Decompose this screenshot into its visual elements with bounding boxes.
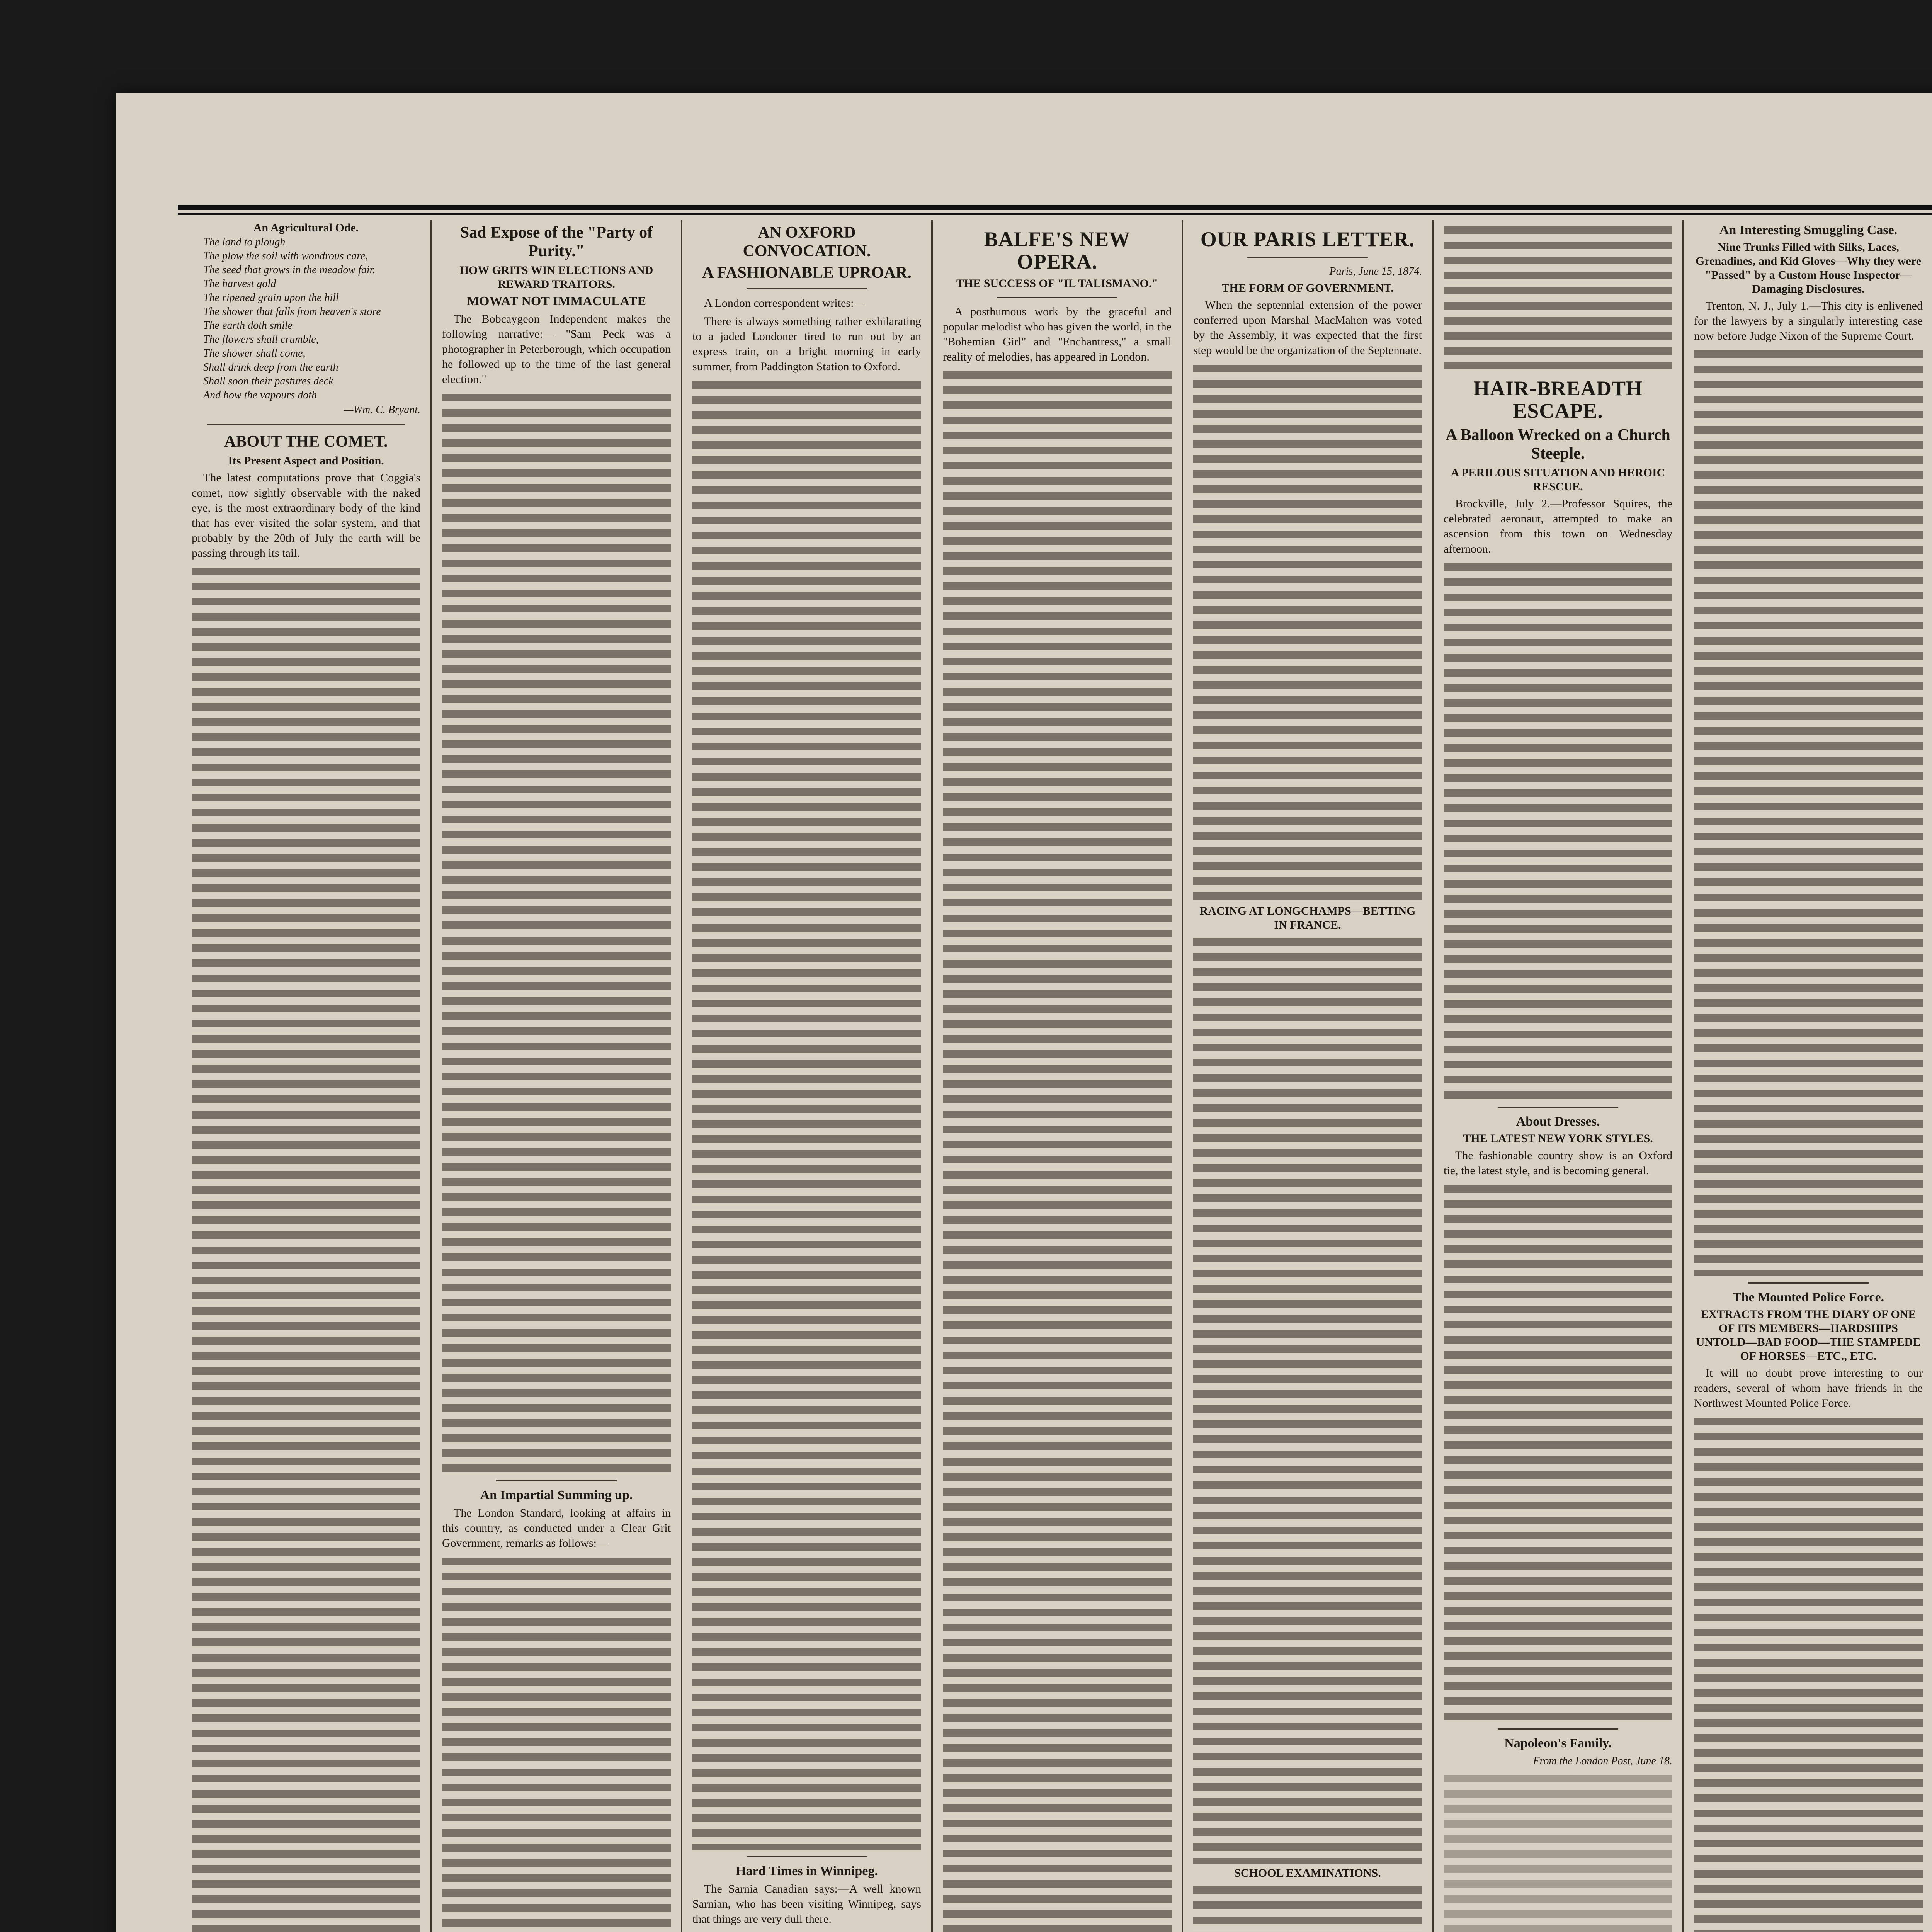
article-lead: Brockville, July 2.—Professor Squires, the celebrated aeronaut, attempted to make an ascension from this town on Wednesday afternoon.	[1444, 497, 1672, 555]
article-body-text	[192, 1650, 420, 1932]
column-1	[182, 220, 432, 1932]
article-body-text	[1694, 347, 1923, 888]
poem-line: The shower shall come,	[203, 347, 306, 359]
column-rule	[1247, 257, 1368, 258]
poem-line: The shower that falls from heaven's store	[203, 306, 381, 318]
article-lead: There is always something rather exhilarating to a jaded Londoner tired to run out by an express train, on a bright morning in early summer, from Paddington Station to Oxford.	[692, 315, 921, 373]
column-rule	[747, 1856, 867, 1857]
poem-line: The earth doth smile	[203, 320, 293, 332]
column-rule	[496, 1480, 617, 1481]
article-body-text	[192, 564, 420, 1105]
poem-line: The harvest gold	[203, 278, 276, 290]
article-body-text	[1444, 560, 1672, 1100]
article-headline: The Mounted Police Force.	[1732, 1290, 1884, 1304]
article-deck: A PERILOUS SITUATION AND HEROIC RESCUE.	[1451, 466, 1665, 493]
article-headline: AN OXFORD CONVOCATION.	[743, 224, 871, 260]
poem-line: The ripened grain upon the hill	[203, 292, 339, 304]
column-rule	[1498, 1107, 1618, 1108]
article-dateline: Paris, June 15, 1874.	[1329, 265, 1422, 277]
article-subhead: HOW GRITS WIN ELECTIONS AND REWARD TRAITORS.	[459, 264, 653, 291]
column-2	[432, 220, 682, 1932]
article-headline: Napoleon's Family.	[1504, 1736, 1612, 1750]
article-body-text	[192, 1107, 420, 1648]
article-body-text	[1193, 1883, 1422, 1932]
article-headline: Hard Times in Winnipeg.	[736, 1864, 878, 1878]
section-heading: SCHOOL EXAMINATIONS.	[1234, 1867, 1381, 1879]
article-body-text	[442, 1554, 671, 1932]
article-subhead: Its Present Aspect and Position.	[228, 454, 384, 467]
article-lead: It will no doubt prove interesting to our readers, several of whom have friends in the Northwest Mounted Police Force.	[1694, 1367, 1923, 1410]
article-headline: An Impartial Summing up.	[480, 1488, 633, 1502]
article-body-text	[1694, 890, 1923, 1276]
article-body-text	[692, 920, 921, 1461]
column-4	[933, 220, 1183, 1932]
article-lead: The London Standard, looking at affairs in this country, as conducted under a Clear Grit Government, remarks as follows:—	[442, 1507, 671, 1549]
article-body-text	[1694, 1414, 1923, 1932]
article-body-text	[943, 911, 1172, 1452]
poem-line: The seed that grows in the meadow fair.	[203, 264, 376, 276]
article-subhead: THE SUCCESS OF "IL TALISMANO."	[956, 277, 1158, 290]
article-headline: HAIR-BREADTH ESCAPE.	[1473, 377, 1643, 422]
poem-line: Shall soon their pastures deck	[203, 375, 333, 387]
masthead-rule	[178, 205, 1932, 210]
article-headline: BALFE'S NEW OPERA.	[984, 228, 1131, 273]
column-rule	[997, 297, 1117, 298]
article-lead: The fashionable country show is an Oxford tie, the latest style, and is becoming general.	[1444, 1149, 1672, 1177]
section-heading: THE LATEST NEW YORK STYLES.	[1463, 1132, 1653, 1145]
column-rule	[747, 288, 867, 289]
article-body-text	[442, 933, 671, 1474]
article-body-text	[1193, 1478, 1422, 1864]
poem-title: An Agricultural Ode.	[253, 221, 359, 234]
poem-line: Shall drink deep from the earth	[203, 361, 338, 373]
column-rule	[1748, 1282, 1869, 1284]
poem-attribution: —Wm. C. Bryant.	[344, 404, 420, 416]
article-dateline: From the London Post, June 18.	[1533, 1755, 1672, 1767]
poem-line: And how the vapours doth	[203, 389, 317, 401]
article-body-text	[692, 1930, 921, 1932]
article-byline: A London correspondent writes:—	[704, 297, 866, 310]
article-body-text	[1193, 934, 1422, 1475]
article-headline: About Dresses.	[1516, 1114, 1600, 1129]
poem-line: The plow the soil with wondrous care,	[203, 250, 368, 262]
section-heading: THE FORM OF GOVERNMENT.	[1221, 282, 1394, 294]
newspaper-page	[116, 93, 1932, 1932]
article-subhead: A Balloon Wrecked on a Church Steeple.	[1446, 426, 1670, 463]
article-lead: When the septennial extension of the power conferred upon Marshal MacMahon was voted by the Assembly, it was expected that the first step would be the organization of the Septennate.	[1193, 299, 1422, 357]
article-body-text	[1444, 1181, 1672, 1722]
article-lead: The Sarnia Canadian says:—A well known Sarnian, who has been visiting Winnipeg, says that things are very dull there.	[692, 1883, 921, 1925]
article-deck: EXTRACTS FROM THE DIARY OF ONE OF ITS MEMBERS—HARDSHIPS UNTOLD—BAD FOOD—THE STAMPEDE OF HORSES—ETC., ETC.	[1696, 1308, 1921, 1362]
article-subhead: Nine Trunks Filled with Silks, Laces, Grenadines, and Kid Gloves—Why they were "Passed" by a Custom House Inspector—Damaging Disclosures.	[1696, 241, 1921, 295]
masthead-rule-thin	[178, 213, 1932, 215]
article-body-text	[692, 1464, 921, 1850]
section-heading: RACING AT LONGCHAMPS—BETTING IN FRANCE.	[1199, 905, 1416, 931]
poem-line: The flowers shall crumble,	[203, 333, 319, 345]
article-lead: A posthumous work by the graceful and popular melodist who has given the world, in the "Bohemian Girl" and "Enchantress," a small reality of melodies, has appeared in London.	[943, 305, 1172, 363]
article-body-text	[1444, 1771, 1672, 1932]
article-body-text	[943, 1454, 1172, 1932]
article-headline: An Interesting Smuggling Case.	[1719, 223, 1898, 237]
article-headline: Sad Expose of the "Party of Purity."	[460, 224, 653, 260]
poem-line: The land to plough	[203, 236, 286, 248]
column-rule	[1498, 1728, 1618, 1730]
article-subhead: A FASHIONABLE UPROAR.	[702, 264, 912, 282]
article-body-text	[442, 390, 671, 931]
article-body-text	[692, 377, 921, 918]
article-body-text	[943, 367, 1172, 908]
column-rule	[207, 424, 405, 425]
article-headline: OUR PARIS LETTER.	[1200, 228, 1415, 251]
column-5	[1183, 220, 1434, 1932]
article-lead: Trenton, N. J., July 1.—This city is enlivened for the lawyers by a singularly interesting case now before Judge Nixon of the Supreme Court.	[1694, 299, 1923, 342]
article-deck: MOWAT NOT IMMACULATE	[466, 294, 646, 308]
article-lead: The Bobcaygeon Independent makes the following narrative:— "Sam Peck was a photographer in Peterborough, which occupation he followed up to the time of the last general election."	[442, 313, 671, 386]
column-7	[1684, 220, 1932, 1932]
column-grid	[182, 220, 1932, 1932]
column-6	[1434, 220, 1684, 1932]
article-lead: The latest computations prove that Coggia's comet, now sightly observable with the naked eye, is the most extraordinary body of the kind that has ever visited the solar system, and that probably by the 20th of July the earth will be passing through its tail.	[192, 471, 420, 560]
article-headline: ABOUT THE COMET.	[224, 433, 388, 451]
article-body-text	[1444, 223, 1672, 369]
poem	[192, 235, 420, 402]
column-3	[682, 220, 933, 1932]
article-body-text	[1193, 361, 1422, 902]
